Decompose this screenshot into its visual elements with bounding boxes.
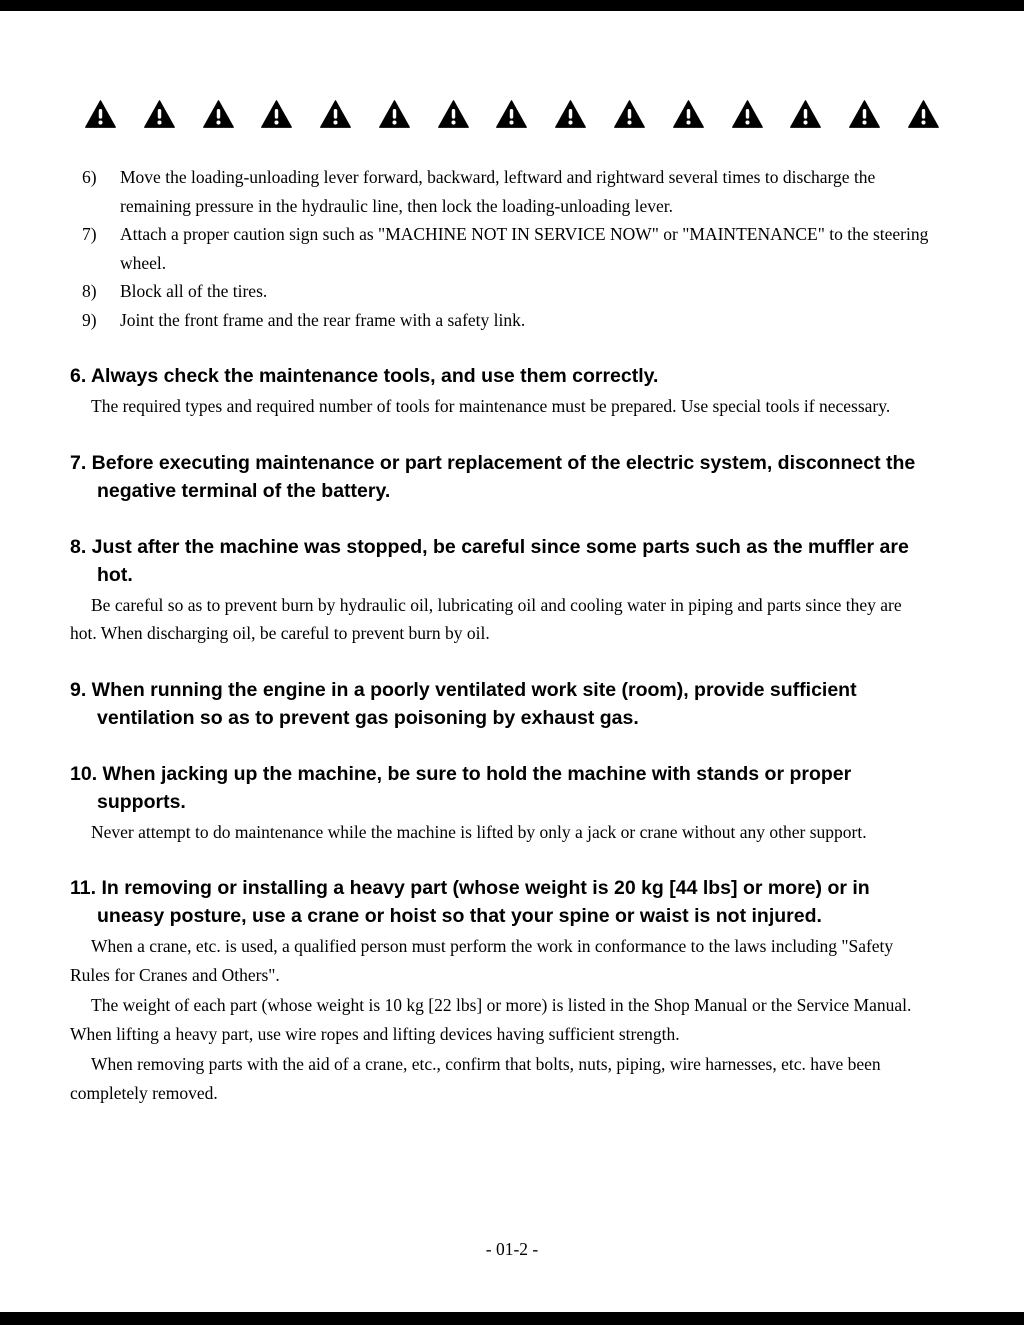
manual-section [70, 760, 930, 847]
warning-triangle-icon [790, 100, 821, 128]
warning-triangle-icon [496, 100, 527, 128]
numbered-list [70, 163, 930, 334]
warning-triangle-icon [849, 100, 880, 128]
list-item [70, 163, 930, 220]
manual-section [70, 533, 930, 648]
section-paragraph: When a crane, etc. is used, a qualified person must perform the work in conformance to the laws including "Safety Rules for Cranes and Others". [70, 936, 894, 985]
section-paragraph: When removing parts with the aid of a crane, etc., confirm that bolts, nuts, piping, wire harnesses, etc. have been completely removed. [70, 1054, 881, 1103]
warning-triangle-icon [379, 100, 410, 128]
warning-triangle-icon [85, 100, 116, 128]
list-item-text: Move the loading-unloading lever forward, backward, leftward and rightward several times to discharge the remaining pressure in the hydraulic line, then lock the loading-unloading lever. [120, 167, 876, 216]
section-heading: 9. When running the engine in a poorly ventilated work site (room), provide sufficient ventilation so as to prevent gas poisoning by exhaust gas. [70, 678, 857, 729]
list-item-text: Block all of the tires. [120, 281, 268, 301]
warning-triangle-icon [908, 100, 939, 128]
warning-triangle-icon [614, 100, 645, 128]
section-paragraph: Be careful so as to prevent burn by hydraulic oil, lubricating oil and cooling water in piping and parts since they are hot. When discharging oil, be careful to prevent burn by oil. [70, 594, 902, 643]
section-paragraph: The required types and required number of tools for maintenance must be prepared. Use special tools if necessary. [91, 396, 891, 416]
manual-section [70, 449, 930, 505]
section-heading: 8. Just after the machine was stopped, be careful since some parts such as the muffler are hot. [70, 535, 909, 586]
list-item-number: 8) [82, 281, 97, 301]
warning-triangle-icon [555, 100, 586, 128]
section-paragraph: Never attempt to do maintenance while the machine is lifted by only a jack or crane without any other support. [91, 821, 867, 842]
list-item [70, 306, 930, 335]
list-item [70, 220, 930, 277]
warning-icons-row [85, 100, 939, 128]
section-heading: 10. When jacking up the machine, be sure to hold the machine with stands or proper supports. [70, 762, 852, 813]
bottom-border-bar [0, 1312, 1024, 1325]
section-paragraph: The weight of each part (whose weight is 10 kg [22 lbs] or more) is listed in the Shop Manual or the Service Manual. When lifting a heavy part, use wire ropes and lifting devices having sufficient strength. [70, 995, 912, 1044]
manual-section [70, 676, 930, 732]
warning-triangle-icon [438, 100, 469, 128]
page-number: - 01-2 - [485, 1239, 539, 1259]
page-content [70, 163, 930, 1107]
warning-triangle-icon [261, 100, 292, 128]
list-item-number: 6) [82, 167, 97, 187]
warning-triangle-icon [732, 100, 763, 128]
list-item [70, 277, 930, 306]
manual-section [70, 362, 930, 421]
manual-section [70, 874, 930, 1107]
top-border-bar [0, 0, 1024, 11]
list-item-text: Joint the front frame and the rear frame with a safety link. [120, 309, 526, 330]
section-heading: 7. Before executing maintenance or part replacement of the electric system, disconnect the negative terminal of the battery. [70, 451, 916, 502]
sections-container [70, 362, 930, 1107]
section-heading: 11. In removing or installing a heavy part (whose weight is 20 kg [44 lbs] or more) or in uneasy posture, use a crane or hoist so that your spine or waist is not injured. [70, 877, 870, 927]
warning-triangle-icon [320, 100, 351, 128]
list-item-number: 9) [82, 309, 97, 330]
list-item-text: Attach a proper caution sign such as "MACHINE NOT IN SERVICE NOW" or "MAINTENANCE" to the steering wheel. [120, 224, 929, 273]
warning-triangle-icon [144, 100, 175, 128]
section-heading: 6. Always check the maintenance tools, and use them correctly. [70, 365, 659, 387]
list-item-number: 7) [82, 224, 97, 244]
warning-triangle-icon [203, 100, 234, 128]
warning-triangle-icon [673, 100, 704, 128]
